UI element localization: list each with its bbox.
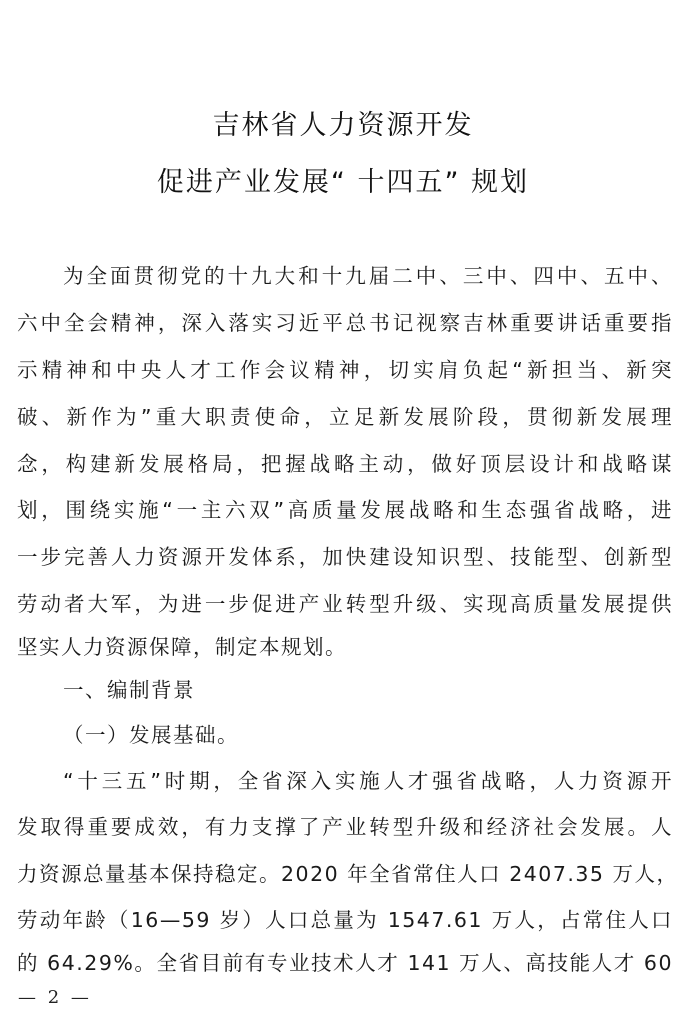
document-title-line-2: 促进产业发展“ 十四五” 规划 bbox=[156, 167, 530, 198]
paragraph-1-line: 坚实人力资源保障，制定本规划。 bbox=[17, 635, 347, 659]
paragraph-1-line: 为全面贯彻党的十九大和十九届二中、三中、四中、五中、 bbox=[63, 264, 673, 288]
paragraph-1-line: 念，构建新发展格局，把握战略主动，做好顶层设计和战略谋 bbox=[17, 452, 673, 476]
paragraph-2-line: 劳动年龄（16—59 岁）人口总量为 1547.61 万人，占常住人口 bbox=[17, 908, 673, 932]
paragraph-2-line: 发取得重要成效，有力支撑了产业转型升级和经济社会发展。人 bbox=[17, 815, 673, 839]
paragraph-1-line: 一步完善人力资源开发体系，加快建设知识型、技能型、创新型 bbox=[17, 545, 673, 569]
document-title-line-1: 吉林省人力资源开发 bbox=[212, 110, 474, 141]
subsection-heading: （一）发展基础。 bbox=[63, 723, 239, 747]
section-heading: 一、编制背景 bbox=[63, 678, 195, 702]
paragraph-1-line: 六中全会精神，深入落实习近平总书记视察吉林重要讲话重要指 bbox=[17, 311, 673, 335]
paragraph-2-line: 的 64.29%。全省目前有专业技术人才 141 万人、高技能人才 60 bbox=[17, 951, 673, 975]
paragraph-1-line: 划，围绕实施“一主六双”高质量发展战略和生态强省战略，进 bbox=[17, 498, 673, 522]
paragraph-2-line: 力资源总量基本保持稳定。2020 年全省常住人口 2407.35 万人， bbox=[17, 862, 679, 886]
paragraph-2-line: “十三五”时期，全省深入实施人才强省战略，人力资源开 bbox=[63, 769, 673, 793]
paragraph-1-line: 破、新作为”重大职责使命，立足新发展阶段，贯彻新发展理 bbox=[17, 405, 673, 429]
paragraph-1-line: 示精神和中央人才工作会议精神，切实肩负起“新担当、新突 bbox=[17, 358, 673, 382]
page-number: — 2 — bbox=[18, 987, 92, 1008]
paragraph-1-line: 劳动者大军，为进一步促进产业转型升级、实现高质量发展提供 bbox=[17, 592, 673, 616]
